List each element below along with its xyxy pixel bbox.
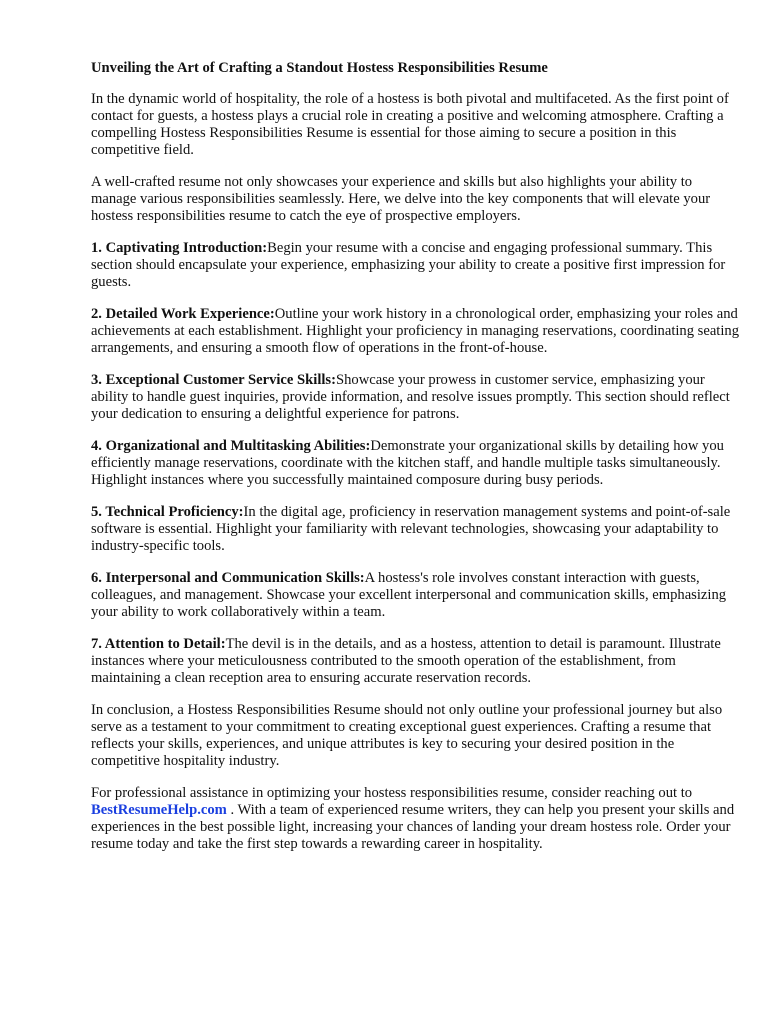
conclusion-paragraph: In conclusion, a Hostess Responsibilities Resume should not only outline your professional journey but also serve as a testament to your commitment to creating exceptional guest experiences. Crafting a resume that reflects your skills, experiences, and unique attributes is key to securing your desired position in the competitive hospitality industry. [91,702,723,769]
list-item [91,504,741,555]
list-item [91,240,741,291]
list-item-heading: 7. Attention to Detail: [91,636,226,652]
list-item-heading: 3. Exceptional Customer Service Skills: [91,372,336,388]
intro-paragraph-2: A well-crafted resume not only showcases your experience and skills but also highlights your ability to manage various responsibilities seamlessly. Here, we delve into the key components that will elevate your hostess responsibilities resume to catch the eye of prospective employers. [91,174,711,224]
list-item-heading: 1. Captivating Introduction: [91,240,268,256]
list-item [91,306,741,357]
list-item-heading: 4. Organizational and Multitasking Abilities: [91,438,371,454]
list-item-heading: 2. Detailed Work Experience: [91,306,275,322]
list-item-text: Outline your work history in a chronological order, emphasizing your roles and achievements at each establishment. Highlight your proficiency in managing reservations, coordinating seating arrangements, and ensuring a smooth flow of operations in the front-of-house. [91,306,740,356]
list-item-heading: 6. Interpersonal and Communication Skills: [91,570,365,586]
list-item-text: Begin your resume with a concise and engaging professional summary. This section should encapsulate your experience, emphasizing your ability to create a positive first impression for guests. [91,240,726,290]
closing-paragraph [91,785,741,853]
list-item-text: In the digital age, proficiency in reservation management systems and point-of-sale software is essential. Highlight your familiarity with relevant technologies, showcasing your adaptability to industry-specific tools. [91,504,731,554]
list-item-heading: 5. Technical Proficiency: [91,504,244,520]
intro-paragraph-1: In the dynamic world of hospitality, the role of a hostess is both pivotal and multifaceted. As the first point of contact for guests, a hostess plays a crucial role in creating a positive and welcoming atmosphere. Crafting a compelling Hostess Responsibilities Resume is essential for those aiming to secure a position in this competitive field. [91,91,729,158]
list-item-text: Demonstrate your organizational skills by detailing how you efficiently manage reservations, coordinate with the kitchen staff, and handle multiple tasks simultaneously. Highlight instances where you successfully maintained composure during busy periods. [91,438,724,488]
list-item-text: A hostess's role involves constant interaction with guests, colleagues, and management. Showcase your excellent interpersonal and communication skills, emphasizing your ability to work collaboratively within a team. [91,570,727,620]
list-item [91,438,741,489]
closing-text-before-link: For professional assistance in optimizing your hostess responsibilities resume, consider reaching out to [91,785,693,801]
closing-text-after-link: . With a team of experienced resume writers, they can help you present your skills and experiences in the best possible light, increasing your chances of landing your dream hostess role. Order your resume today and take the first step towards a rewarding career in hospitality. [91,802,735,852]
bestresumehelp-link[interactable]: BestResumeHelp.com [91,802,227,818]
document-title: Unveiling the Art of Crafting a Standout Hostess Responsibilities Resume [91,60,548,76]
list-item-text: The devil is in the details, and as a hostess, attention to detail is paramount. Illustrate instances where your meticulousness contributed to the smooth operation of the establishment, from maintaining a clean reception area to ensuring accurate reservation records. [91,636,721,686]
document-page [91,60,741,868]
list-item [91,636,741,687]
list-item [91,372,741,423]
list-item [91,570,741,621]
list-item-text: Showcase your prowess in customer service, emphasizing your ability to handle guest inquiries, provide information, and resolve issues promptly. This section should reflect your dedication to ensuring a delightful experience for patrons. [91,372,730,422]
